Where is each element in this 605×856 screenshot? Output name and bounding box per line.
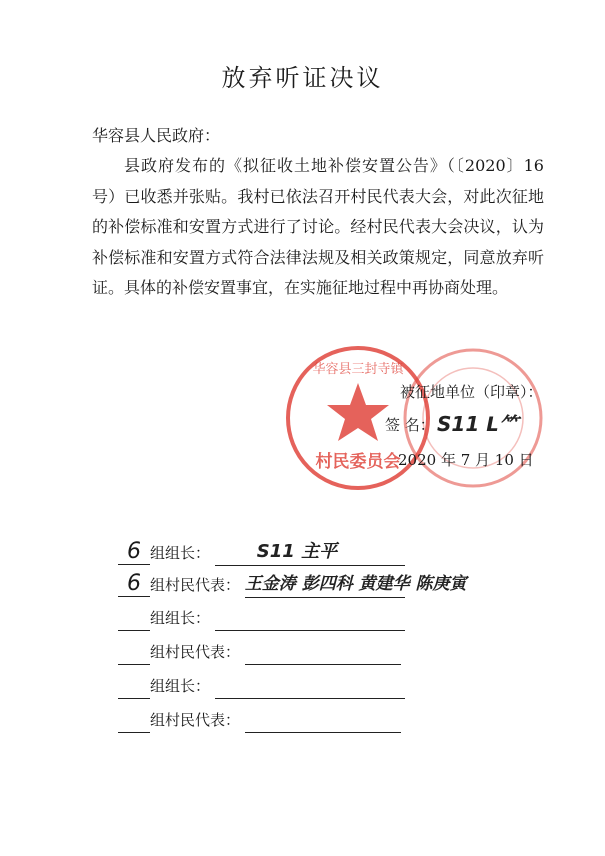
signature-line[interactable] <box>245 712 401 733</box>
resolution-body: 县政府发布的《拟征收土地补偿安置公告》（〔2020〕16号）已收悉并张贴。我村已依法召开村民代表大会，对此次征地的补偿标准和安置方式进行了讨论。经村民代表大会决议，认为补偿标准和安置方式符合法律法规及相关政策规定，同意放弃听证。具体的补偿安置事宜，在实施征地过程中再协商处理。 <box>92 156 544 297</box>
seal-inner-text: 村民委员会 <box>315 452 401 472</box>
group-number-blank[interactable] <box>118 712 150 733</box>
unit-seal-label: 被征地单位（印章）： <box>400 383 543 401</box>
signature-line[interactable] <box>215 610 405 631</box>
addressee: 华容县人民政府： <box>92 126 221 145</box>
row-label: 组村民代表： <box>150 711 241 729</box>
signature-line[interactable] <box>245 644 401 665</box>
group-number: 6 <box>118 574 150 597</box>
signature-handwriting: S11 ᒪ⺮ <box>437 412 519 436</box>
handwritten-name: S11 主平 <box>256 541 338 562</box>
row-group-leader-1 <box>118 540 405 566</box>
sign-label: 签 名： <box>385 416 435 434</box>
row-group-leader-2 <box>118 605 405 631</box>
signature-line <box>244 574 467 598</box>
row-label: 组组长： <box>150 609 211 627</box>
row-label: 组村民代表： <box>150 643 241 661</box>
signature-line <box>215 541 405 566</box>
group-number-blank[interactable] <box>118 644 150 665</box>
row-label: 组村民代表： <box>150 576 241 594</box>
row-group-leader-3 <box>118 673 405 699</box>
group-number-blank[interactable] <box>118 678 150 699</box>
row-representatives-2 <box>118 639 401 665</box>
group-number: 6 <box>118 542 150 565</box>
row-representatives-1 <box>118 571 467 598</box>
document-title: 放弃听证决议 <box>221 64 384 92</box>
row-label: 组组长： <box>150 677 211 695</box>
row-label: 组组长： <box>150 544 211 562</box>
row-representatives-3 <box>118 707 401 733</box>
group-number-blank[interactable] <box>118 610 150 631</box>
seal-outer-text: 华容县三封寺镇 <box>312 362 404 377</box>
sign-date: 2020 年 7 月 10 日 <box>398 451 534 469</box>
handwritten-names: 王金涛 彭四科 黄建华 陈庚寅 <box>244 574 467 594</box>
signature-line[interactable] <box>215 678 405 699</box>
